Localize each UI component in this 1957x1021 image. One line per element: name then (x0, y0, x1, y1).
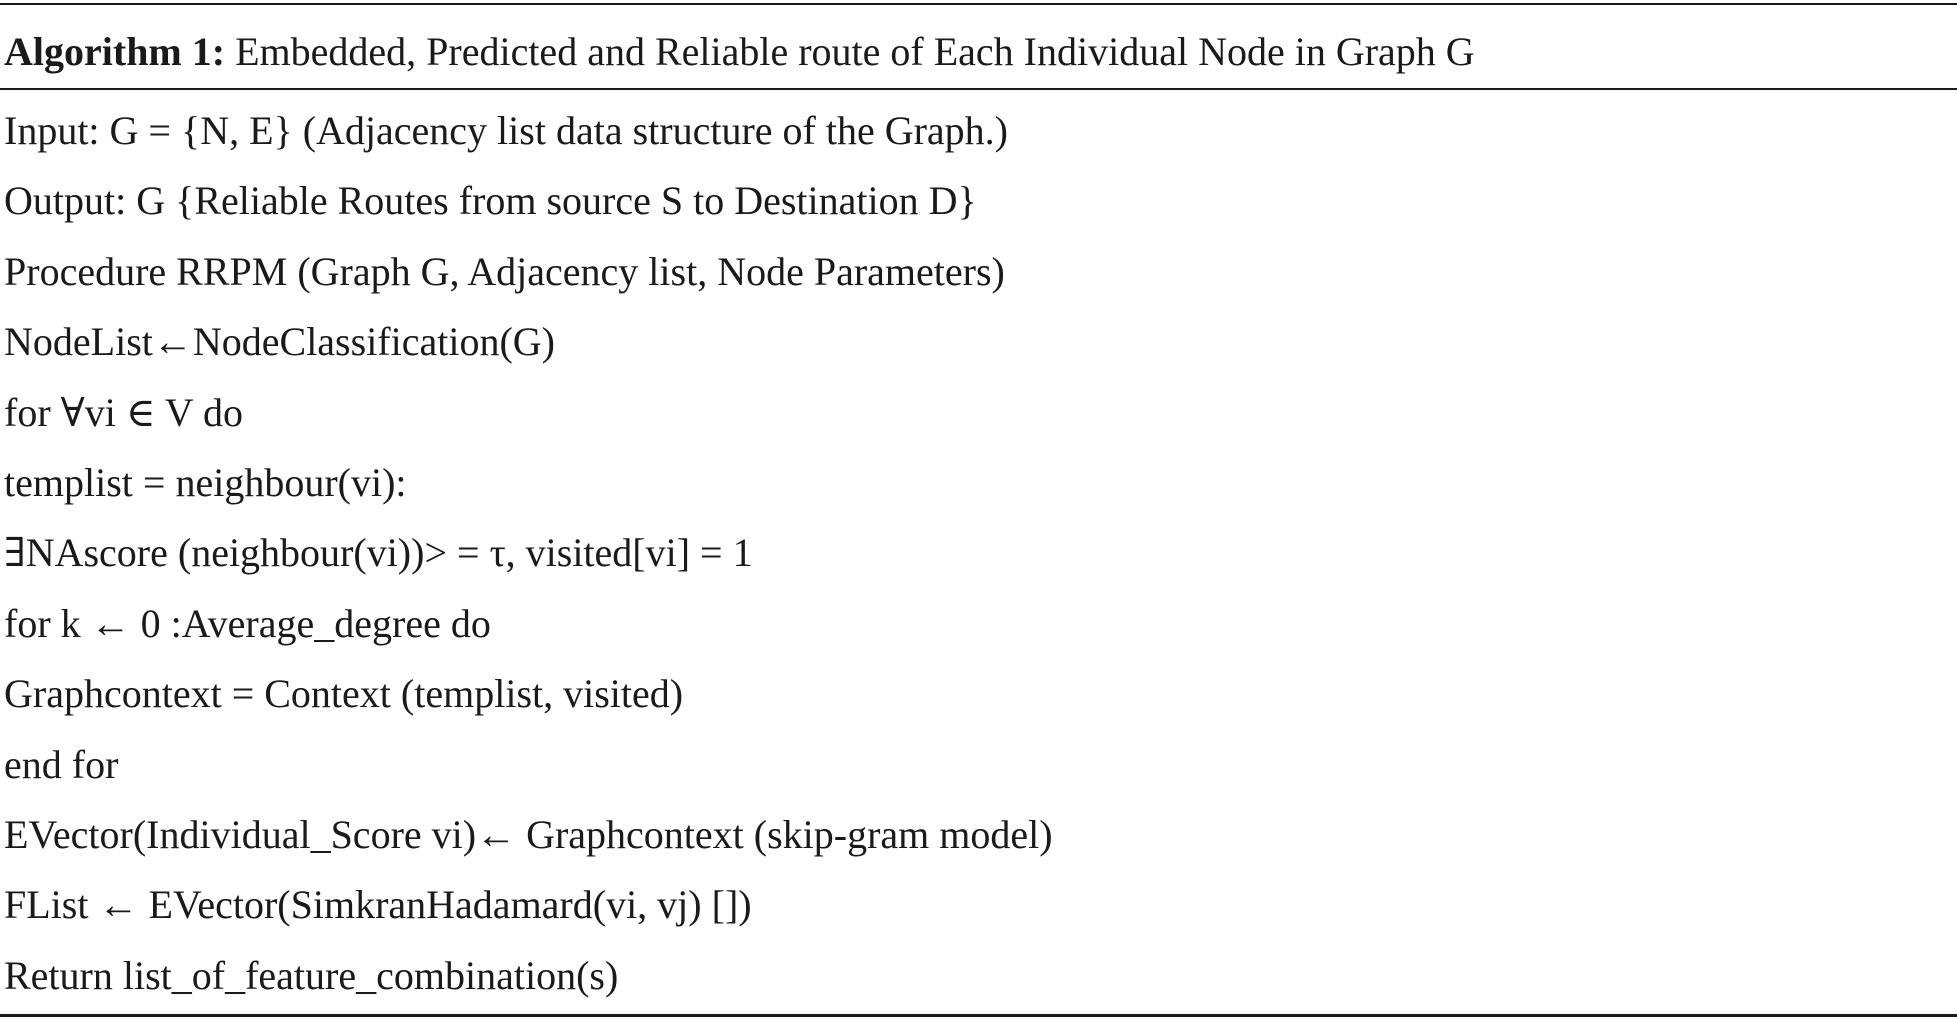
algorithm-line-return: Return list_of_feature_combination(s) (4, 952, 619, 998)
algorithm-line-input: Input: G = {N, E} (Adjacency list data structure of the Graph.) (4, 108, 1008, 153)
algorithm-label: Algorithm 1: (4, 29, 226, 74)
algorithm-line-nodelist: NodeList←NodeClassification(G) (4, 319, 555, 365)
algorithm-lines (4, 100, 1053, 1015)
algorithm-line-for-k: for k ← 0 :Average_degree do (4, 600, 491, 646)
algorithm-title: Embedded, Predicted and Reliable route of Each Individual Node in Graph G (235, 29, 1475, 74)
algorithm-line-procedure: Procedure RRPM (Graph G, Adjacency list, Node Parameters) (4, 248, 1005, 294)
caption-rule (0, 88, 1957, 90)
algorithm-line-flist: FList ← EVector(SimkranHadamard(vi, vj) []) (4, 882, 752, 928)
bottom-rule (0, 1014, 1957, 1017)
algorithm-line-output: Output: G {Reliable Routes from source S to Destination D} (4, 178, 977, 224)
algorithm-line-end-for: end for (4, 741, 119, 787)
algorithm-line-nascore: ∃NAscore (neighbour(vi))> = τ, visited[vi] = 1 (4, 530, 753, 576)
algorithm-caption (4, 22, 1475, 82)
algorithm-line-graphcontext: Graphcontext = Context (templist, visited) (4, 671, 684, 717)
algorithm-line-for-each: for ∀vi ∈ V do (4, 389, 243, 435)
top-rule (0, 3, 1957, 5)
algorithm-line-templist: templist = neighbour(vi): (4, 459, 407, 505)
algorithm-line-evector: EVector(Individual_Score vi)← Graphcontext (skip-gram model) (4, 811, 1053, 857)
